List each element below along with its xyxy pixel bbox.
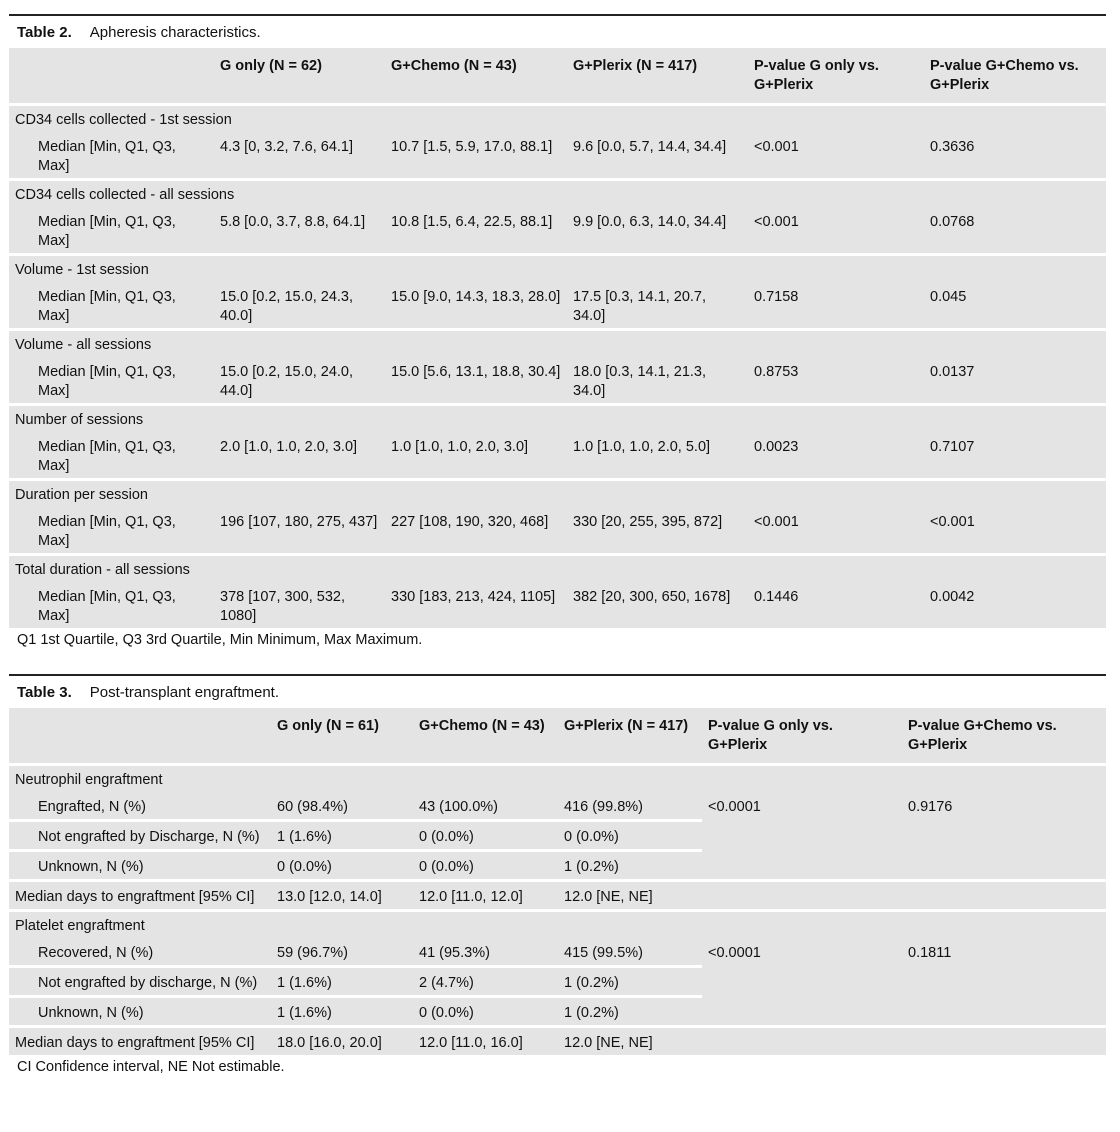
table-2	[9, 14, 1106, 648]
table-title: Apheresis characteristics.	[89, 23, 261, 41]
table-cell: 0 (0.0%)	[419, 1005, 474, 1021]
table-cell: 12.0 [11.0, 12.0]	[419, 889, 523, 905]
p-value-cell: <0.0001	[708, 799, 761, 815]
table-cell	[902, 881, 1106, 911]
table-cell	[702, 881, 902, 911]
table-cell: 12.0 [11.0, 16.0]	[419, 1035, 523, 1051]
header-cell: P-value G only vs. G+Plerix	[708, 718, 833, 753]
table-cell: <0.001	[754, 139, 799, 155]
header-cell: G only (N = 62)	[220, 58, 322, 74]
table-cell: 416 (99.8%)	[558, 792, 702, 821]
table-cell: 0 (0.0%)	[413, 821, 558, 851]
header-row	[9, 48, 1106, 105]
table-cell: Median [Min, Q1, Q3, Max]	[38, 439, 176, 474]
section-row	[9, 180, 1106, 208]
table-row	[9, 432, 1106, 480]
section-title: Total duration - all sessions	[15, 562, 190, 578]
apheresis-table	[9, 48, 1106, 628]
table-cell: 12.0 [NE, NE]	[564, 889, 653, 905]
table-cell: 4.3 [0, 3.2, 7.6, 64.1]	[220, 139, 354, 155]
table-cell: <0.001	[930, 514, 975, 530]
table-cell: 5.8 [0.0, 3.7, 8.8, 64.1]	[220, 214, 366, 230]
table-row	[9, 207, 1106, 255]
header-cell: G+Chemo (N = 43)	[419, 718, 545, 734]
table-cell: 0.0023	[754, 439, 799, 455]
table-cell: Median [Min, Q1, Q3, Max]	[38, 589, 176, 624]
table-cell: 1.0 [1.0, 1.0, 2.0, 3.0]	[391, 439, 529, 455]
table-cell: Engrafted, N (%)	[9, 792, 271, 821]
table-row	[9, 132, 1106, 180]
table-cell: 15.0 [0.2, 15.0, 24.3, 40.0]	[220, 289, 354, 324]
table-cell: 1 (0.2%)	[564, 859, 619, 875]
table-cell: 0.1446	[754, 589, 799, 605]
table-footnote: CI Confidence interval, NE Not estimable.	[17, 1059, 285, 1075]
header-cell: G+Plerix (N = 417)	[564, 718, 689, 734]
table-cell: 41 (95.3%)	[413, 938, 558, 967]
table-cell: 0 (0.0%)	[419, 859, 474, 875]
table-cell: 382 [20, 300, 650, 1678]	[573, 589, 731, 605]
table-cell: 0.8753	[754, 364, 799, 380]
header-cell: P-value G+Chemo vs. G+Plerix	[908, 718, 1057, 753]
section-row	[9, 480, 1106, 508]
table-row	[9, 938, 1106, 967]
header-cell: P-value G only vs. G+Plerix	[754, 58, 879, 93]
table-cell: 0.0042	[930, 589, 975, 605]
table-cell: Median days to engraftment [95% CI]	[15, 889, 255, 905]
header-row	[9, 708, 1106, 765]
table-cell: 1 (1.6%)	[271, 821, 413, 851]
table-cell: 330 [183, 213, 424, 1105]	[391, 589, 556, 605]
table-cell: <0.001	[754, 514, 799, 530]
table-cell: 10.8 [1.5, 6.4, 22.5, 88.1]	[391, 214, 553, 230]
table-cell: 2 (4.7%)	[413, 967, 558, 997]
table-cell: Median [Min, Q1, Q3, Max]	[38, 139, 176, 174]
table-cell: Not engrafted by Discharge, N (%)	[9, 821, 271, 851]
section-title: CD34 cells collected - all sessions	[15, 187, 235, 203]
table-cell: 60 (98.4%)	[271, 792, 413, 821]
table-cell: 1 (1.6%)	[277, 1005, 332, 1021]
table-cell: 59 (96.7%)	[271, 938, 413, 967]
table-cell: Median [Min, Q1, Q3, Max]	[38, 289, 176, 324]
table-cell: 1 (1.6%)	[271, 967, 413, 997]
table-cell: 2.0 [1.0, 1.0, 2.0, 3.0]	[220, 439, 358, 455]
table-cell	[902, 1027, 1106, 1056]
table-cell: 0 (0.0%)	[277, 859, 332, 875]
table-cell: 0.7158	[754, 289, 799, 305]
table-caption	[9, 676, 1106, 708]
table-cell: 9.9 [0.0, 6.3, 14.0, 34.4]	[573, 214, 727, 230]
header-cell: G+Plerix (N = 417)	[573, 58, 698, 74]
table-cell: 1.0 [1.0, 1.0, 2.0, 5.0]	[573, 439, 711, 455]
table-cell: 1 (0.2%)	[558, 967, 702, 997]
table-cell: <0.001	[754, 214, 799, 230]
section-title: Volume - 1st session	[15, 262, 149, 278]
table-cell: Unknown, N (%)	[38, 859, 144, 875]
table-row	[9, 357, 1106, 405]
median-row	[9, 1027, 1106, 1056]
table-cell: 17.5 [0.3, 14.1, 20.7, 34.0]	[573, 289, 707, 324]
section-row	[9, 255, 1106, 283]
header-cell	[9, 48, 214, 105]
table-cell: 0.0768	[930, 214, 975, 230]
table-cell: 415 (99.5%)	[558, 938, 702, 967]
section-title: Duration per session	[15, 487, 148, 503]
table-cell: 13.0 [12.0, 14.0]	[277, 889, 382, 905]
table-cell: 0.0137	[930, 364, 975, 380]
table-cell: 12.0 [NE, NE]	[564, 1035, 653, 1051]
table-cell: 1 (0.2%)	[564, 1005, 619, 1021]
table-cell: 330 [20, 255, 395, 872]	[573, 514, 723, 530]
table-cell: 18.0 [16.0, 20.0]	[277, 1035, 382, 1051]
table-cell: 9.6 [0.0, 5.7, 14.4, 34.4]	[573, 139, 727, 155]
table-cell: Median days to engraftment [95% CI]	[15, 1035, 255, 1051]
table-cell: Recovered, N (%)	[9, 938, 271, 967]
table-label: Table 2.	[17, 23, 72, 41]
table-cell: 15.0 [9.0, 14.3, 18.3, 28.0]	[391, 289, 561, 305]
section-row	[9, 911, 1106, 939]
section-row	[9, 765, 1106, 793]
p-value-cell: 0.1811	[908, 945, 952, 961]
section-row	[9, 105, 1106, 133]
table-cell	[702, 1027, 902, 1056]
table-cell: 0 (0.0%)	[558, 821, 702, 851]
header-cell: P-value G+Chemo vs. G+Plerix	[930, 58, 1079, 93]
table-cell: 227 [108, 190, 320, 468]	[391, 514, 549, 530]
header-cell: G only (N = 61)	[277, 718, 379, 734]
section-title: CD34 cells collected - 1st session	[15, 112, 232, 128]
table-cell: 378 [107, 300, 532, 1080]	[220, 589, 345, 624]
median-row	[9, 881, 1106, 911]
section-title: Platelet engraftment	[15, 918, 145, 934]
table-cell: 0.7107	[930, 439, 975, 455]
table-cell: 10.7 [1.5, 5.9, 17.0, 88.1]	[391, 139, 553, 155]
section-title: Neutrophil engraftment	[15, 772, 163, 788]
table-title: Post-transplant engraftment.	[89, 683, 280, 701]
table-caption	[9, 16, 1106, 48]
table-cell: 15.0 [5.6, 13.1, 18.8, 30.4]	[391, 364, 561, 380]
table-cell: 0.3636	[930, 139, 975, 155]
table-3	[9, 674, 1106, 1075]
table-cell: Median [Min, Q1, Q3, Max]	[38, 214, 176, 249]
section-row	[9, 405, 1106, 433]
table-footnote: Q1 1st Quartile, Q3 3rd Quartile, Min Minimum, Max Maximum.	[17, 632, 423, 648]
section-row	[9, 555, 1106, 583]
table-label: Table 3.	[17, 683, 72, 701]
table-cell: 43 (100.0%)	[413, 792, 558, 821]
section-row	[9, 330, 1106, 358]
table-cell: 15.0 [0.2, 15.0, 24.0, 44.0]	[220, 364, 354, 399]
table-cell: 0.045	[930, 289, 967, 305]
section-title: Volume - all sessions	[15, 337, 152, 353]
table-cell: 18.0 [0.3, 14.1, 21.3, 34.0]	[573, 364, 707, 399]
table-row	[9, 282, 1106, 330]
table-row	[9, 582, 1106, 628]
table-cell: Unknown, N (%)	[38, 1005, 144, 1021]
section-title: Number of sessions	[15, 412, 144, 428]
table-cell: 196 [107, 180, 275, 437]	[220, 514, 378, 530]
table-row	[9, 792, 1106, 821]
engraftment-table	[9, 708, 1106, 1055]
table-cell: Not engrafted by discharge, N (%)	[9, 967, 271, 997]
table-row	[9, 507, 1106, 555]
p-value-cell: <0.0001	[708, 945, 761, 961]
p-value-cell: 0.9176	[908, 799, 953, 815]
header-cell: G+Chemo (N = 43)	[391, 58, 517, 74]
header-cell	[9, 708, 271, 765]
table-cell: Median [Min, Q1, Q3, Max]	[38, 514, 176, 549]
table-cell: Median [Min, Q1, Q3, Max]	[38, 364, 176, 399]
